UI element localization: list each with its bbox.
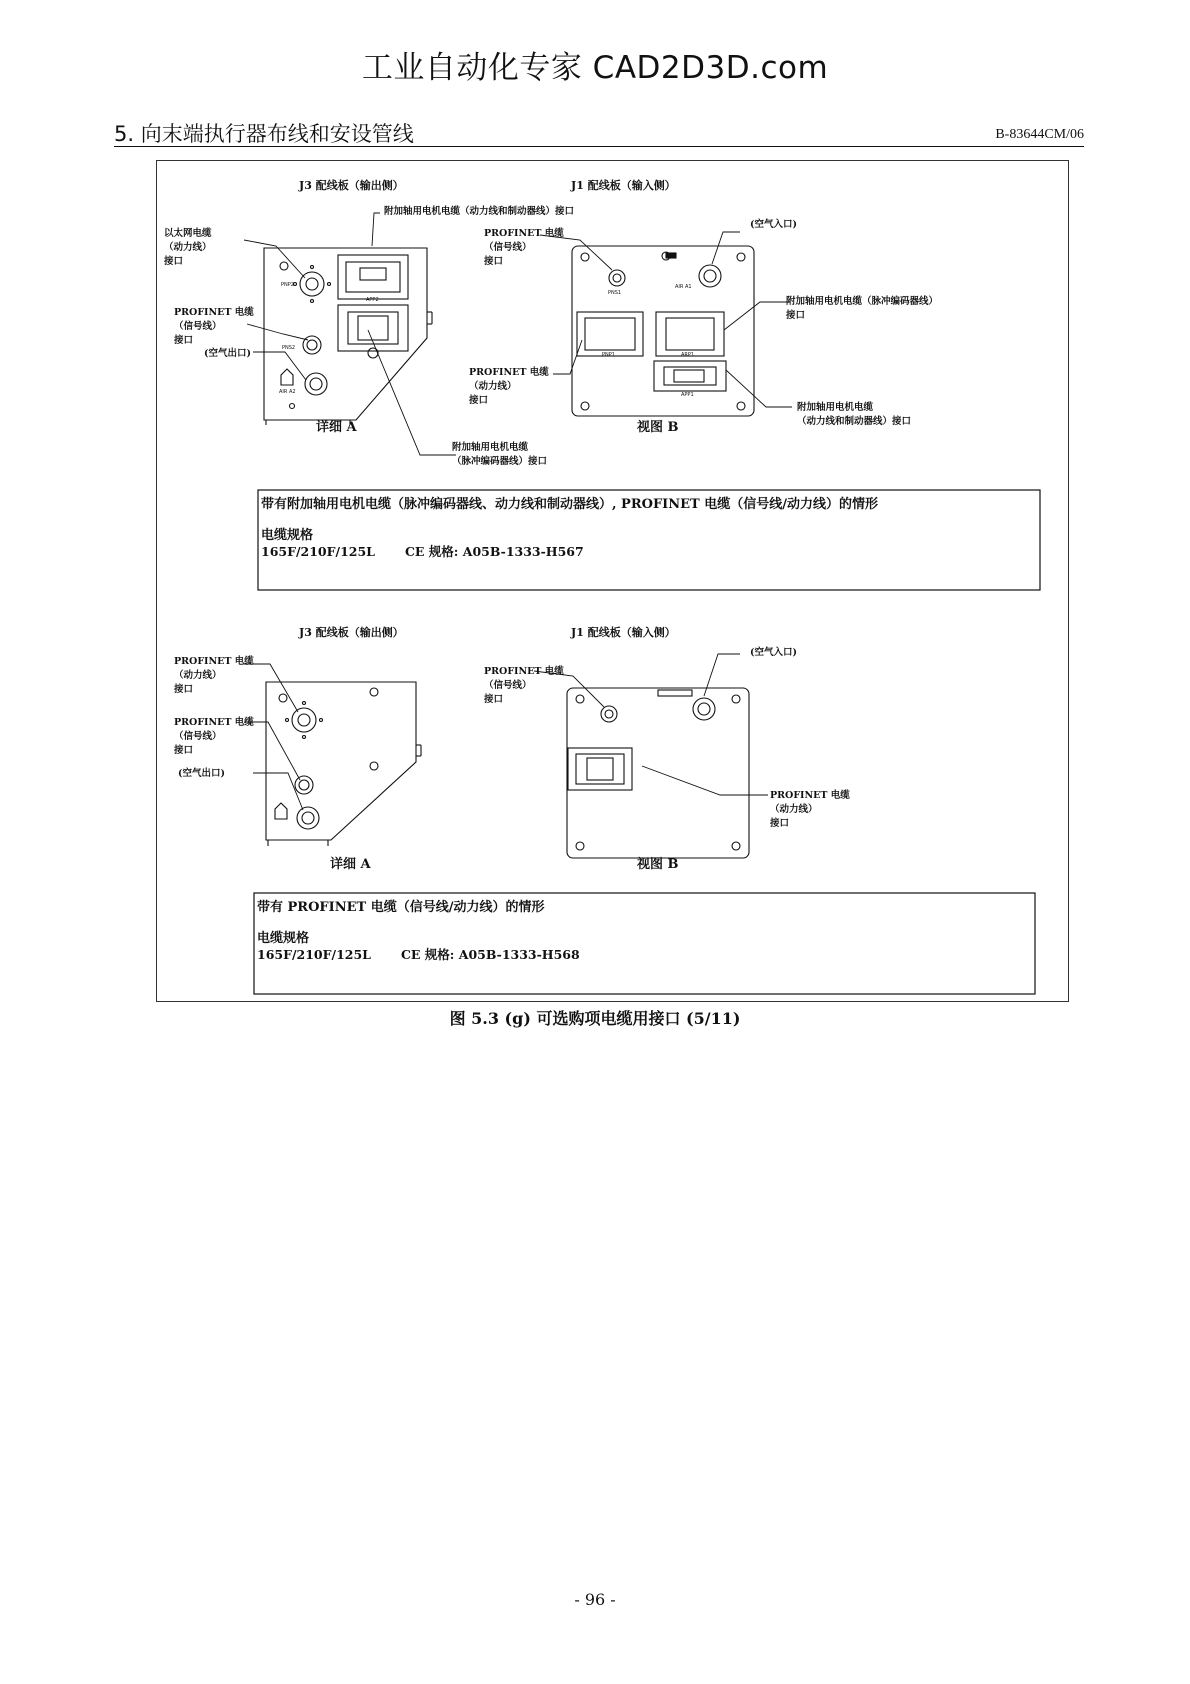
detail-a-bottom: 详细 A — [330, 857, 371, 872]
j1-panel-bottom — [567, 688, 749, 858]
label-profinet-power-a-bottom-line3: 接口 — [174, 684, 194, 695]
spec-bottom-model: 165F/210F/125L — [257, 947, 371, 962]
mark-pns1: PNS1 — [608, 290, 622, 296]
j3-panel-top — [264, 248, 432, 425]
label-profinet-signal-b-bottom-line2: （信号线） — [484, 680, 532, 691]
watermark-title: 工业自动化专家 CAD2D3D.com — [361, 50, 829, 86]
mark-pns2: PNS2 — [282, 345, 296, 351]
label-aux-pulse-a-line2: （脉冲编码器线）接口 — [452, 456, 548, 467]
mark-arp1: ARP1 — [681, 352, 695, 358]
label-aux-pulse-a: 附加轴用电机电缆 — [452, 442, 529, 453]
label-profinet-signal-b-line2: （信号线） — [484, 242, 532, 253]
view-b-top: 视图 B — [637, 420, 679, 435]
label-profinet-signal-b-line3: 接口 — [484, 256, 504, 267]
label-ethernet-line2: （动力线） — [164, 242, 212, 253]
spec-bottom-line3 — [257, 945, 580, 963]
spec-top-line2: 电缆规格 — [261, 528, 314, 543]
label-profinet-power-b-bottom-line2: （动力线） — [770, 804, 818, 815]
page-number: - 96 - — [574, 1590, 616, 1609]
mark-app1: APP1 — [681, 392, 694, 398]
j1-title-top: J1 配线板（输入侧） — [571, 179, 676, 192]
label-profinet-signal-b: PROFINET 电缆 — [484, 228, 564, 239]
label-air-in-b: (空气入口) — [750, 219, 797, 230]
mark-pnp1: PNP1 — [602, 352, 615, 358]
label-profinet-signal-a-bottom-line2: （信号线） — [174, 731, 222, 742]
spec-text-bottom — [254, 893, 1035, 994]
label-profinet-power-a-bottom-line2: （动力线） — [174, 670, 222, 681]
j3-panel-bottom — [266, 682, 421, 846]
spec-bottom-line1: 带有 PROFINET 电缆（信号线/动力线）的情形 — [257, 900, 545, 915]
label-profinet-signal-b-bottom-line3: 接口 — [484, 694, 504, 705]
spec-top-ce: CE 规格: A05B-1333-H567 — [404, 544, 584, 559]
label-air-out-a-bottom: (空气出口) — [178, 768, 225, 779]
mark-pnp2: PNP2 — [281, 282, 294, 288]
document-number: B-83644CM/06 — [995, 127, 1084, 142]
label-profinet-power-b: PROFINET 电缆 — [469, 367, 549, 378]
j3-title-bottom: J3 配线板（输出侧） — [299, 626, 404, 639]
section-title: 5. 向末端执行器布线和安设管线 — [114, 122, 414, 146]
label-profinet-power-b-bottom: PROFINET 电缆 — [770, 790, 850, 801]
spec-text-top — [258, 490, 1040, 590]
label-air-out-a: (空气出口) — [204, 348, 251, 359]
label-profinet-signal-a: PROFINET 电缆 — [174, 307, 254, 318]
label-ethernet-line3: 接口 — [164, 256, 184, 267]
j1-panel-top — [572, 246, 754, 416]
mark-app2: APP2 — [366, 297, 379, 303]
mark-air-a2: AIR A2 — [279, 389, 296, 395]
label-profinet-power-a-bottom: PROFINET 电缆 — [174, 656, 254, 667]
label-aux-pulse-b-line2: 接口 — [786, 310, 806, 321]
label-aux-power-b-line2: （动力线和制动器线）接口 — [797, 416, 912, 427]
detail-a-top: 详细 A — [316, 420, 357, 435]
spec-top-model: 165F/210F/125L — [261, 544, 375, 559]
label-aux-pulse-b: 附加轴用电机电缆（脉冲编码器线） — [786, 296, 939, 307]
figure-caption: 图 5.3 (g) 可选购项电缆用接口 (5/11) — [449, 1009, 741, 1028]
j3-title-top: J3 配线板（输出侧） — [299, 179, 404, 192]
label-profinet-signal-a-bottom: PROFINET 电缆 — [174, 717, 254, 728]
spec-bottom-ce: CE 规格: A05B-1333-H568 — [400, 947, 580, 962]
label-profinet-power-b-line3: 接口 — [469, 395, 489, 406]
label-aux-power-a: 附加轴用电机电缆（动力线和制动器线）接口 — [384, 206, 575, 217]
label-profinet-signal-b-bottom: PROFINET 电缆 — [484, 666, 564, 677]
view-b-bottom: 视图 B — [637, 857, 679, 872]
label-aux-power-b: 附加轴用电机电缆 — [797, 402, 874, 413]
j1-title-bottom: J1 配线板（输入侧） — [571, 626, 676, 639]
mark-air-a1: AIR A1 — [675, 284, 692, 290]
label-profinet-signal-a-line3: 接口 — [174, 335, 194, 346]
spec-bottom-line2: 电缆规格 — [257, 931, 310, 946]
spec-top-line3 — [261, 542, 584, 560]
spec-top-line1: 带有附加轴用电机电缆（脉冲编码器线、动力线和制动器线）, PROFINET 电缆（信号线/动力线）的情形 — [261, 497, 879, 512]
label-ethernet: 以太网电缆 — [164, 228, 212, 239]
label-profinet-signal-a-bottom-line3: 接口 — [174, 745, 194, 756]
label-air-in-b-bottom: (空气入口) — [750, 647, 797, 658]
label-profinet-signal-a-line2: （信号线） — [174, 321, 222, 332]
label-profinet-power-b-bottom-line3: 接口 — [770, 818, 790, 829]
label-profinet-power-b-line2: （动力线） — [469, 381, 517, 392]
